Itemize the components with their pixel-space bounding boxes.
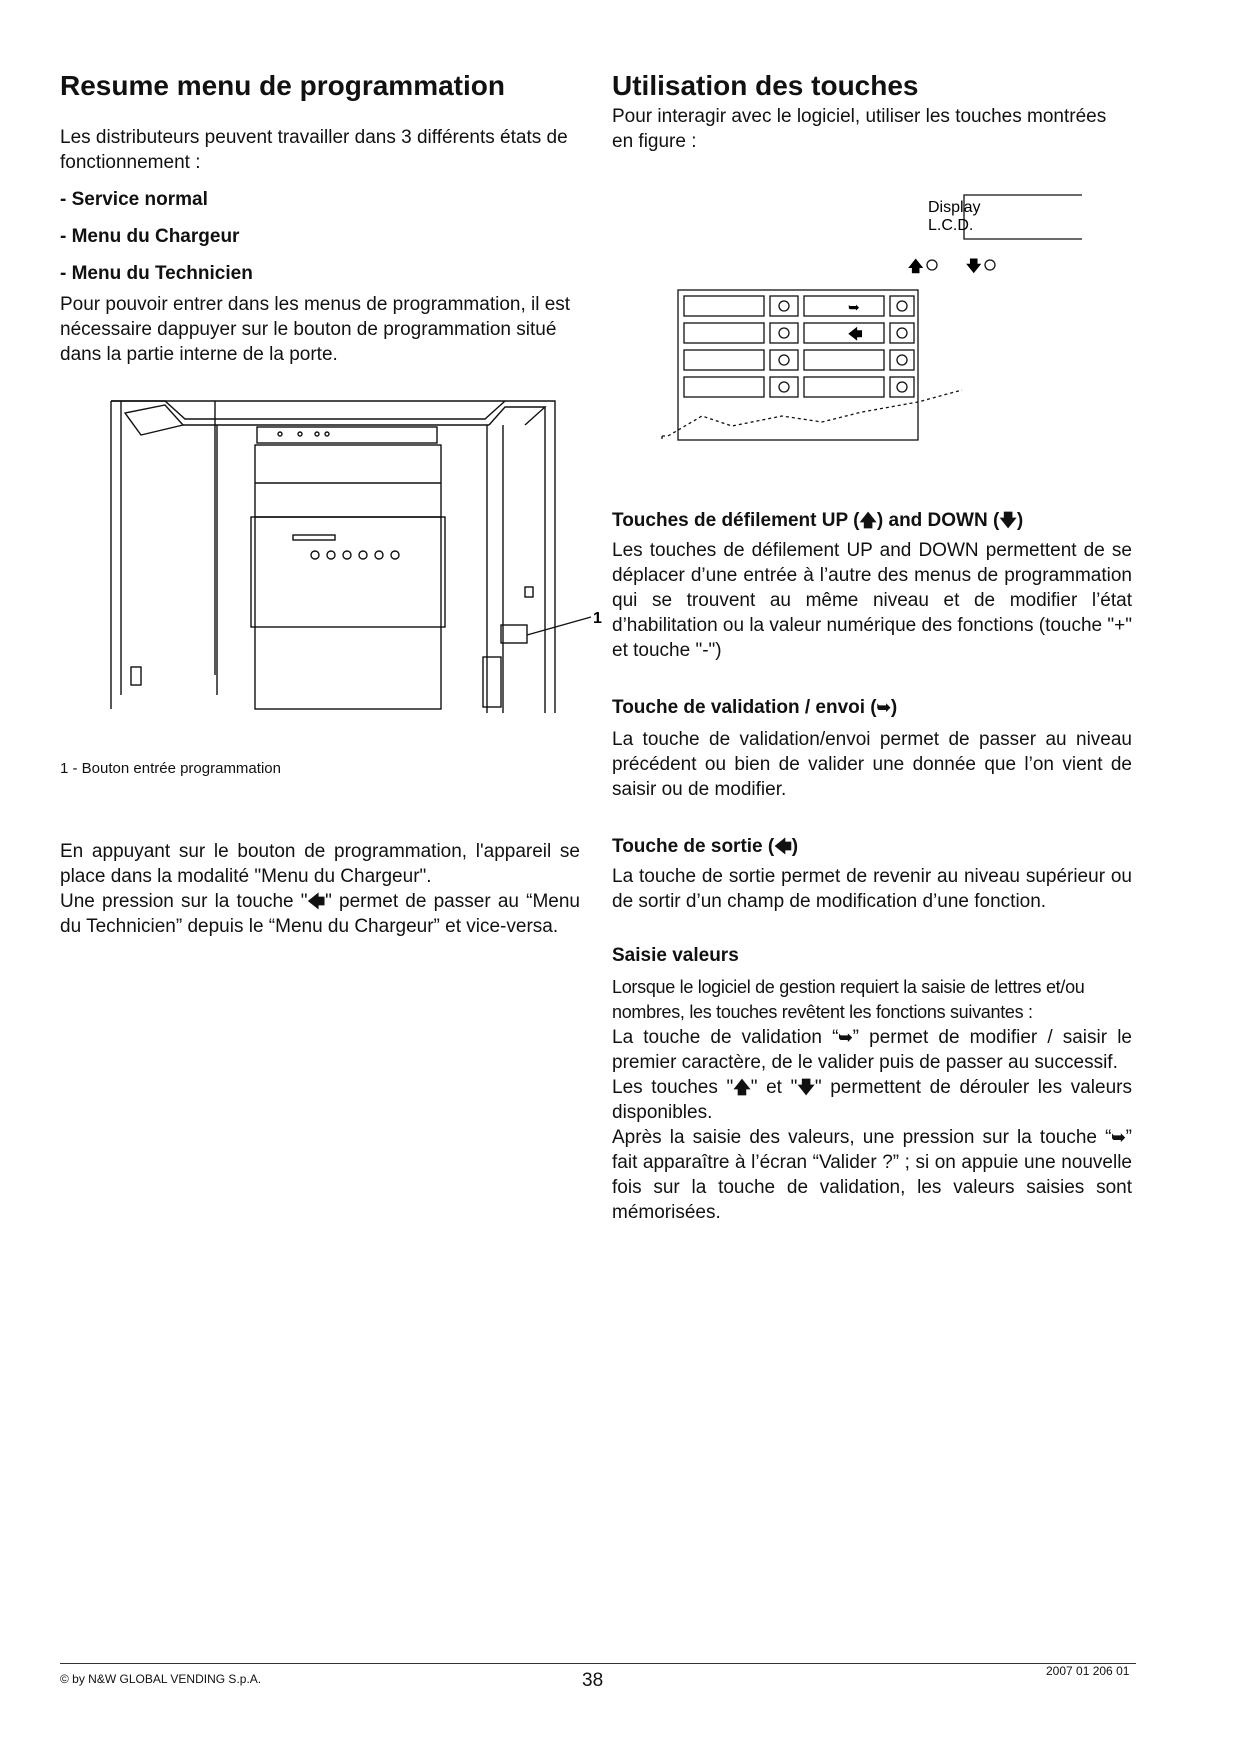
- state-menu-chargeur: - Menu du Chargeur: [60, 226, 240, 247]
- saisie-heading: Saisie valeurs: [612, 945, 739, 966]
- state-service-normal: - Service normal: [60, 189, 208, 210]
- intro-text: Les distributeurs peuvent travailler dans 3 différents états de fonctionnement :: [60, 127, 568, 173]
- down-arrow-icon: 🡇: [797, 1078, 815, 1097]
- machine-door-figure: [105, 395, 602, 715]
- up-arrow-icon: 🡅: [733, 1078, 751, 1097]
- validation-key-heading: [612, 697, 897, 719]
- heading-part: ): [890, 697, 898, 718]
- heading-part: Touche de validation / envoi (: [612, 697, 877, 718]
- doc-code: 2007 01 206 01: [1046, 1664, 1130, 1678]
- down-arrow-icon: 🡇: [999, 511, 1017, 530]
- display-label-line1: Display: [928, 199, 981, 216]
- figure-caption: 1 - Bouton entrée programmation: [60, 760, 281, 777]
- text-part: Après la saisie des valeurs, une pression sur la touche “: [612, 1127, 1112, 1148]
- para-technicien-post: " permet de passer au “Menu du Technicien” depuis le “Menu du Chargeur” et vice-versa.: [60, 891, 580, 937]
- heading-part: ): [1016, 510, 1024, 531]
- enter-arrow-icon: ➥: [838, 1028, 853, 1047]
- enter-key-icon: ➥: [848, 300, 860, 316]
- page-number: 38: [582, 1670, 604, 1691]
- text-part: " permettent de dérouler les valeurs disponibles.: [612, 1077, 1132, 1123]
- heading-part: ) and DOWN (: [876, 510, 1000, 531]
- text-part: " et ": [750, 1077, 798, 1098]
- enter-arrow-icon: ➥: [876, 698, 891, 717]
- text-part: ” permet de modifier / saisir le premier caractère, de le valider puis de passer au successif.: [612, 1027, 1132, 1073]
- back-arrow-icon: 🡄: [307, 892, 326, 911]
- exit-key-body: La touche de sortie permet de revenir au niveau supérieur ou de sortir d’un champ de modification d’une fonction.: [612, 866, 1132, 912]
- heading-part: ): [791, 836, 799, 857]
- text-part: ” fait apparaître à l’écran “Valider ?” ; si on appuie une nouvelle fois sur la touche de validation, les valeurs saisies sont mémorisées.: [612, 1127, 1132, 1223]
- down-key-icon: 🡇: [966, 257, 982, 275]
- programming-paragraph: Pour pouvoir entrer dans les menus de programmation, il est nécessaire dappuyer sur le bouton de programmation situé dans la partie interne de la porte.: [60, 294, 571, 365]
- saisie-body-1: Lorsque le logiciel de gestion requiert la saisie de lettres et/ou nombres, les touches revêtent les fonctions suivantes :: [612, 977, 1085, 1022]
- callout-number: 1: [593, 610, 602, 627]
- exit-key-heading: [612, 834, 798, 863]
- up-arrow-icon: 🡅: [859, 511, 877, 530]
- scroll-keys-body: Les touches de défilement UP and DOWN permettent de se déplacer d’une entrée à l’autre des menus de programmation qui se trouvent au même niveau et de modifier l’état d’habilitation ou la valeur numérique des fonctions (touche "+" et touche "-"): [612, 540, 1132, 661]
- enter-arrow-icon: ➥: [1111, 1128, 1126, 1147]
- keypad-figure: [662, 190, 1082, 440]
- paragraph-technicien: [60, 889, 580, 939]
- saisie-body-4: [612, 1125, 1132, 1225]
- back-key-icon: 🡄: [848, 327, 863, 343]
- validation-key-body: La touche de validation/envoi permet de passer au niveau précédent ou bien de valider une donnée que l’on vient de saisir ou de modifier.: [612, 729, 1132, 800]
- text-part: Les touches ": [612, 1077, 734, 1098]
- paragraph-chargeur: En appuyant sur le bouton de programmation, l'appareil se place dans la modalité "Menu du Chargeur".: [60, 841, 580, 887]
- text-part: La touche de validation “: [612, 1027, 839, 1048]
- heading-part: Touche de sortie (: [612, 836, 775, 857]
- footer-divider: [60, 1663, 1136, 1664]
- display-label-line2: L.C.D.: [928, 217, 974, 234]
- saisie-body-2: [612, 1025, 1132, 1075]
- up-key-icon: 🡅: [908, 257, 924, 275]
- saisie-body-3: [612, 1075, 1132, 1125]
- para-technicien-pre: Une pression sur la touche ": [60, 891, 308, 912]
- scroll-keys-heading: [612, 508, 1023, 537]
- section-title-programming: Resume menu de programmation: [60, 70, 505, 101]
- back-arrow-icon: 🡄: [774, 837, 792, 856]
- heading-part: Touches de défilement UP (: [612, 510, 860, 531]
- state-menu-technicien: - Menu du Technicien: [60, 263, 253, 284]
- keys-intro: Pour interagir avec le logiciel, utiliser les touches montrées en figure :: [612, 106, 1107, 152]
- section-title-keys: Utilisation des touches: [612, 70, 919, 101]
- footer-copyright: © by N&W GLOBAL VENDING S.p.A.: [60, 1672, 262, 1686]
